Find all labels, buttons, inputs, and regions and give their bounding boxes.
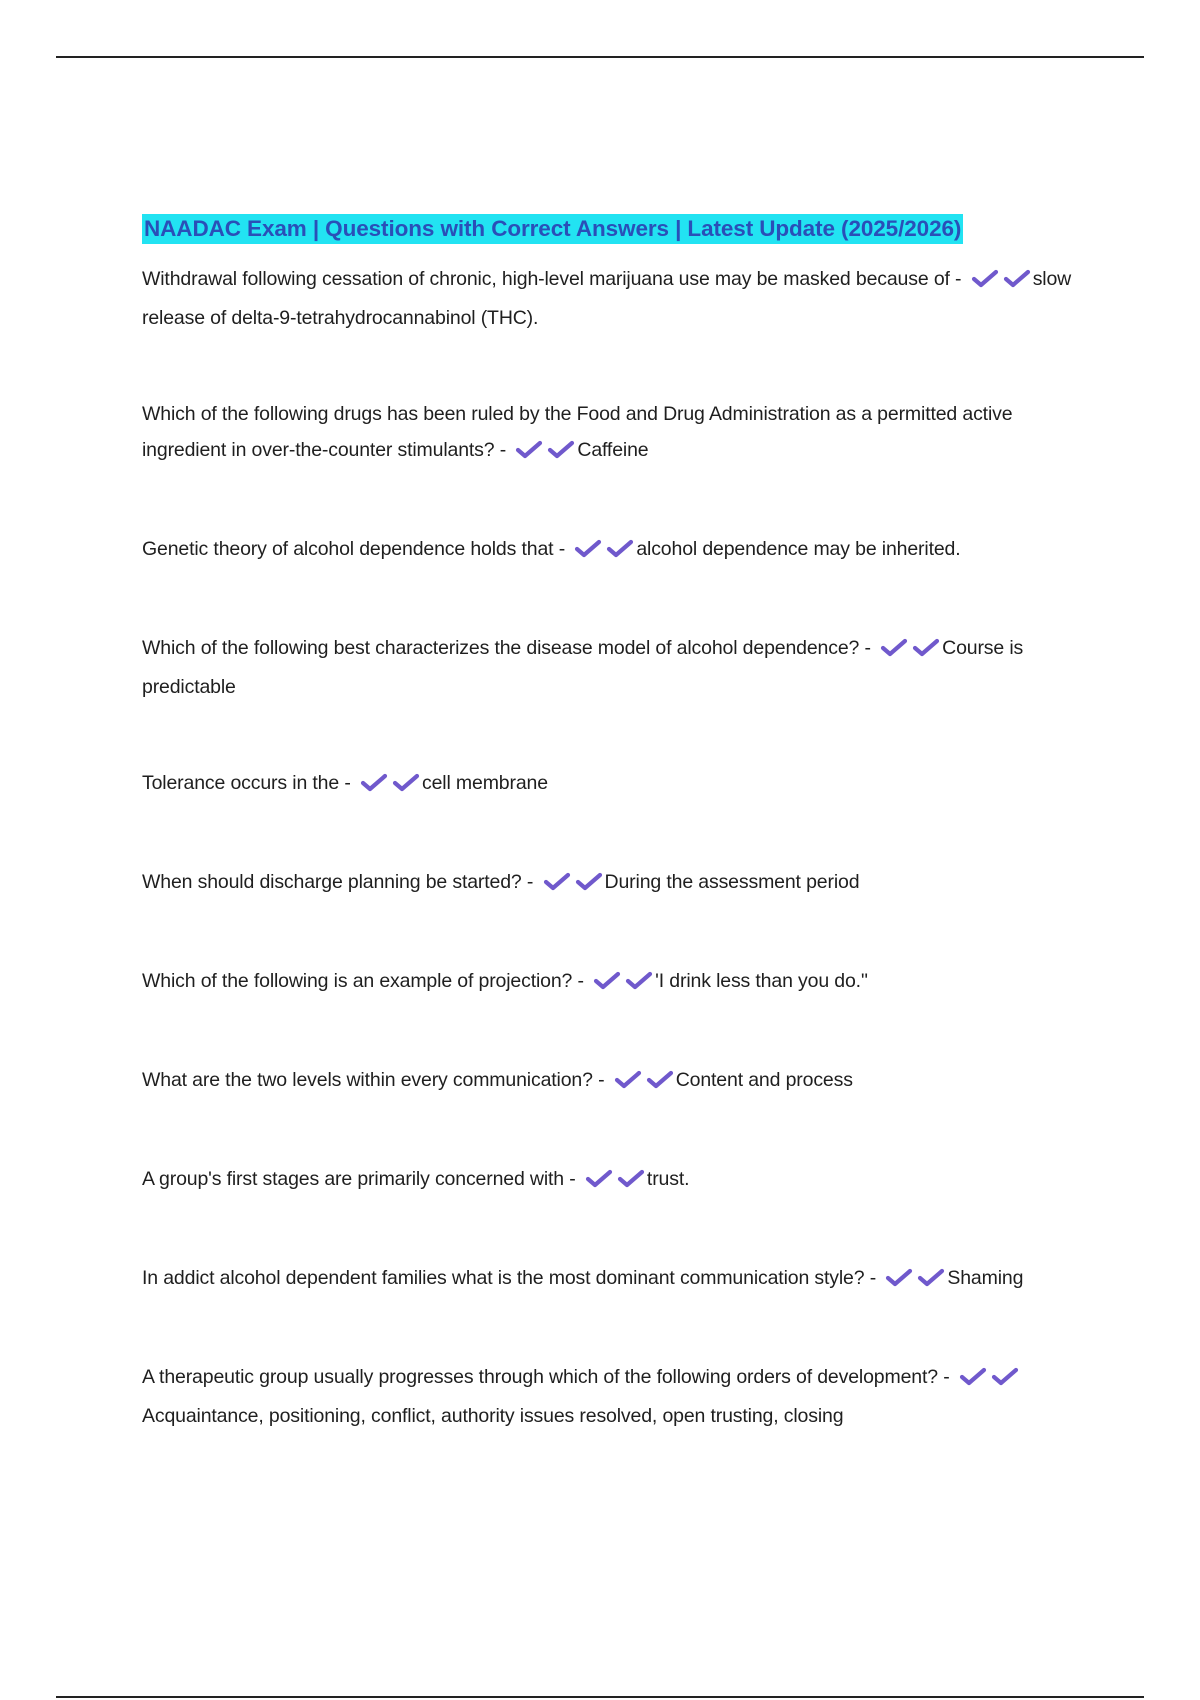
question-text: Genetic theory of alcohol dependence holds that — [142, 538, 554, 560]
answer-text: Course is predictable — [142, 637, 1024, 698]
check-mark-icon — [515, 439, 543, 459]
answer-text: 'I drink less than you do." — [655, 970, 868, 992]
answer-checks — [585, 1164, 645, 1200]
separator: - — [592, 1069, 605, 1091]
check-mark-icon — [614, 1069, 642, 1089]
separator: - — [494, 439, 507, 461]
qa-item — [142, 864, 1082, 903]
separator: - — [572, 970, 584, 992]
separator: - — [949, 268, 962, 290]
question-text: Withdrawal following cessation of chronic, high-level marijuana use may be masked because of — [142, 268, 950, 290]
qa-item — [142, 531, 1082, 570]
qa-item — [142, 261, 1082, 336]
answer-checks — [543, 867, 603, 903]
check-mark-icon — [606, 538, 634, 558]
qa-item — [142, 396, 1082, 471]
answer-text: cell membrane — [421, 772, 548, 794]
answer-text: During the assessment period — [604, 871, 860, 893]
answer-checks — [971, 264, 1031, 300]
answer-text: Content and process — [675, 1069, 853, 1091]
check-mark-icon — [917, 1267, 945, 1287]
qa-item — [142, 765, 1082, 804]
separator: - — [339, 772, 351, 794]
check-mark-icon — [575, 871, 603, 891]
answer-checks — [614, 1065, 674, 1101]
separator: - — [859, 637, 871, 659]
answer-text: alcohol dependence may be inherited. — [636, 538, 961, 560]
check-mark-icon — [646, 1069, 674, 1089]
answer-text: Shaming — [947, 1267, 1024, 1289]
answer-checks — [574, 534, 634, 570]
question-text: Tolerance occurs in the — [142, 772, 340, 794]
answer-checks — [959, 1362, 1019, 1398]
separator: - — [521, 871, 534, 893]
qa-item — [142, 1359, 1082, 1434]
question-text: Which of the following drugs has been ruled by the Food and Drug Administration as a permitted active ingredient in over-the-counter stimulants? — [142, 403, 1013, 461]
check-mark-icon — [625, 970, 653, 990]
check-mark-icon — [585, 1168, 613, 1188]
answer-text: slow release of delta-9-tetrahydrocannabinol (THC). — [142, 268, 1072, 329]
question-text: When should discharge planning be started? — [142, 871, 522, 893]
answer-checks — [515, 435, 575, 471]
qa-item — [142, 1062, 1082, 1101]
document-body — [142, 214, 1082, 1434]
question-text: In addict alcohol dependent families what is the most dominant communication style? — [142, 1267, 865, 1289]
check-mark-icon — [959, 1366, 987, 1386]
answer-text: Caffeine — [577, 439, 649, 461]
check-mark-icon — [885, 1267, 913, 1287]
check-mark-icon — [392, 772, 420, 792]
check-mark-icon — [971, 268, 999, 288]
question-text: A therapeutic group usually progresses through which of the following orders of development? — [142, 1366, 938, 1388]
question-text: A group's first stages are primarily concerned with — [142, 1168, 565, 1190]
check-mark-icon — [991, 1366, 1019, 1386]
separator: - — [937, 1366, 950, 1388]
qa-list — [142, 261, 1082, 1434]
answer-checks — [593, 966, 653, 1002]
check-mark-icon — [543, 871, 571, 891]
question-text: Which of the following is an example of projection? — [142, 970, 573, 992]
question-text: What are the two levels within every communication? — [142, 1069, 593, 1091]
answer-checks — [360, 768, 420, 804]
answer-text: Acquaintance, positioning, conflict, authority issues resolved, open trusting, closing — [142, 1405, 844, 1427]
document-title: NAADAC Exam | Questions with Correct Answers | Latest Update (2025/2026) — [142, 214, 963, 244]
check-mark-icon — [617, 1168, 645, 1188]
question-text: Which of the following best characterizes the disease model of alcohol dependence? — [142, 637, 860, 659]
check-mark-icon — [912, 637, 940, 657]
check-mark-icon — [1003, 268, 1031, 288]
answer-text: trust. — [646, 1168, 690, 1190]
qa-item — [142, 630, 1082, 705]
answer-checks — [880, 633, 940, 669]
separator: - — [553, 538, 566, 560]
qa-item — [142, 1161, 1082, 1200]
separator: - — [864, 1267, 877, 1289]
check-mark-icon — [360, 772, 388, 792]
check-mark-icon — [880, 637, 908, 657]
bottom-rule — [56, 1696, 1144, 1698]
top-rule — [56, 56, 1144, 58]
qa-item — [142, 1260, 1082, 1299]
separator: - — [564, 1168, 576, 1190]
check-mark-icon — [547, 439, 575, 459]
answer-checks — [885, 1263, 945, 1299]
qa-item — [142, 963, 1082, 1002]
check-mark-icon — [593, 970, 621, 990]
check-mark-icon — [574, 538, 602, 558]
